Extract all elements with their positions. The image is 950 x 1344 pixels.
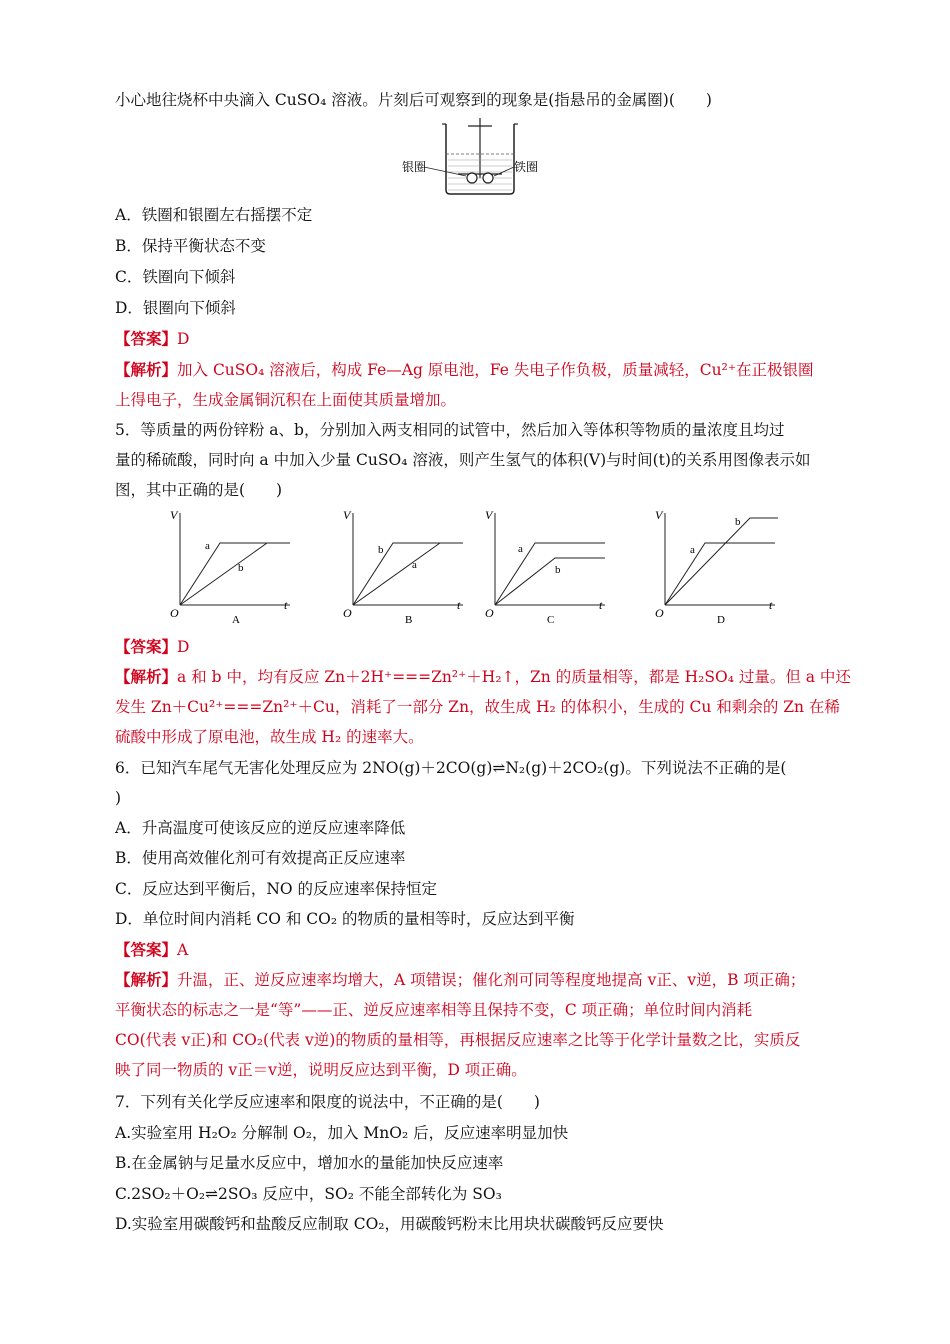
t-axis-label: t: [599, 598, 603, 612]
explanation-tag: 【解析】: [115, 360, 178, 379]
series-b-label: b: [378, 544, 384, 556]
t-axis-label: t: [457, 598, 461, 612]
q4-explanation-2: 上得电子，生成金属铜沉积在上面使其质量增加。: [115, 391, 457, 409]
graph-caption: C: [547, 614, 555, 626]
origin-label: O: [655, 606, 664, 620]
q6-stem-2: ): [115, 789, 122, 807]
q4-explanation-1: [115, 360, 814, 380]
q6-option-b: B．使用高效催化剂可有效提高正反应速率: [115, 849, 406, 867]
iron-ring-label: 铁圈: [514, 160, 539, 174]
answer-value: D: [177, 330, 190, 348]
series-a-label: a: [690, 544, 695, 556]
graph-a: [165, 505, 300, 630]
explanation-tag: 【解析】: [115, 970, 178, 989]
q4-option-c: C．铁圈向下倾斜: [115, 268, 236, 286]
graph-caption: A: [232, 614, 240, 626]
q7-option-c: C.2SO₂＋O₂⇌2SO₃ 反应中，SO₂ 不能全部转化为 SO₃: [115, 1185, 502, 1203]
q6-option-d: D．单位时间内消耗 CO 和 CO₂ 的物质的量相等时，反应达到平衡: [115, 910, 575, 928]
series-b-label: b: [555, 564, 561, 576]
answer-tag: 【答案】: [115, 940, 178, 959]
answer-tag: 【答案】: [115, 637, 178, 656]
series-b-label: b: [735, 516, 741, 528]
q6-stem-1: 6．已知汽车尾气无害化处理反应为 2NO(g)＋2CO(g)⇌N₂(g)＋2CO₂(g)。下列说法不正确的是(: [115, 759, 787, 777]
q5-stem-1: 5．等质量的两份锌粉 a、b，分别加入两支相同的试管中，然后加入等体积等物质的量浓度且均过: [115, 421, 785, 439]
q5-explanation-1: [115, 667, 851, 687]
q6-option-a: A．升高温度可使该反应的逆反应速率降低: [115, 819, 406, 837]
q7-option-b: B.在金属钠与足量水反应中，增加水的量能加快反应速率: [115, 1154, 504, 1172]
graph-c: [480, 505, 615, 630]
q6-option-c: C．反应达到平衡后，NO 的反应速率保持恒定: [115, 880, 438, 898]
q4-stem: 小心地往烧杯中央滴入 CuSO₄ 溶液。片刻后可观察到的现象是(指悬吊的金属圈)( ): [115, 91, 712, 109]
origin-label: O: [170, 606, 179, 620]
q4-answer: [115, 329, 189, 349]
series-a-label: a: [412, 559, 417, 571]
t-axis-label: t: [284, 598, 288, 612]
series-b-label: b: [238, 562, 244, 574]
v-axis-label: V: [655, 508, 663, 522]
graph-d: [650, 505, 785, 630]
answer-value: A: [177, 941, 189, 959]
silver-ring-label: 银圈: [402, 160, 427, 174]
q4-option-b: B．保持平衡状态不变: [115, 237, 266, 255]
q5-stem-2: 量的稀硫酸，同时向 a 中加入少量 CuSO₄ 溶液，则产生氢气的体积(V)与时间(t)的关系用图像表示如: [115, 451, 811, 469]
series-a-label: a: [518, 543, 523, 555]
q5-stem-3: 图，其中正确的是( ): [115, 481, 283, 499]
q7-option-d: D.实验室用碳酸钙和盐酸反应制取 CO₂，用碳酸钙粉末比用块状碳酸钙反应要快: [115, 1215, 664, 1233]
q7-stem: 7．下列有关化学反应速率和限度的说法中，不正确的是( ): [115, 1093, 540, 1111]
q5-explanation-3: 硫酸中形成了原电池，故生成 H₂ 的速率大。: [115, 728, 424, 746]
explanation-text: 升温，正、逆反应速率均增大，A 项错误；催化剂可同等程度地提高 v正、v逆，B 项正确；: [177, 971, 806, 989]
q6-answer: [115, 940, 188, 960]
v-axis-label: V: [170, 508, 178, 522]
q5-answer: [115, 637, 189, 657]
explanation-text: 加入 CuSO₄ 溶液后，构成 Fe—Ag 原电池，Fe 失电子作负极，质量减轻，Cu²⁺在正极银圈: [177, 361, 814, 379]
answer-value: D: [177, 638, 190, 656]
q4-option-d: D．银圈向下倾斜: [115, 299, 236, 317]
q5-explanation-2: 发生 Zn＋Cu²⁺===Zn²⁺＋Cu，消耗了一部分 Zn，故生成 H₂ 的体积小，生成的 Cu 和剩余的 Zn 在稀: [115, 698, 840, 716]
origin-label: O: [485, 606, 494, 620]
answer-tag: 【答案】: [115, 329, 178, 348]
q6-explanation-4: 映了同一物质的 v正＝v逆，说明反应达到平衡，D 项正确。: [115, 1061, 527, 1079]
beaker-figure: [400, 118, 550, 198]
v-axis-label: V: [485, 508, 493, 522]
explanation-text: a 和 b 中，均有反应 Zn＋2H⁺===Zn²⁺＋H₂↑，Zn 的质量相等，都是 H₂SO₄ 过量。但 a 中还: [177, 668, 851, 686]
q6-explanation-1: [115, 970, 805, 990]
series-a-label: a: [205, 540, 210, 552]
v-axis-label: V: [343, 508, 351, 522]
q7-option-a: A.实验室用 H₂O₂ 分解制 O₂，加入 MnO₂ 后，反应速率明显加快: [115, 1124, 569, 1142]
q6-explanation-3: CO(代表 v正)和 CO₂(代表 v逆)的物质的量相等，再根据反应速率之比等于化学计量数之比，实质反: [115, 1031, 801, 1049]
graph-caption: D: [717, 614, 725, 626]
origin-label: O: [343, 606, 352, 620]
explanation-tag: 【解析】: [115, 667, 178, 686]
graph-b: [338, 505, 473, 630]
graph-caption: B: [405, 614, 413, 626]
q4-option-a: A．铁圈和银圈左右摇摆不定: [115, 206, 313, 224]
q6-explanation-2: 平衡状态的标志之一是“等”——正、逆反应速率相等且保持不变，C 项正确；单位时间内消耗: [115, 1001, 753, 1019]
t-axis-label: t: [769, 598, 773, 612]
